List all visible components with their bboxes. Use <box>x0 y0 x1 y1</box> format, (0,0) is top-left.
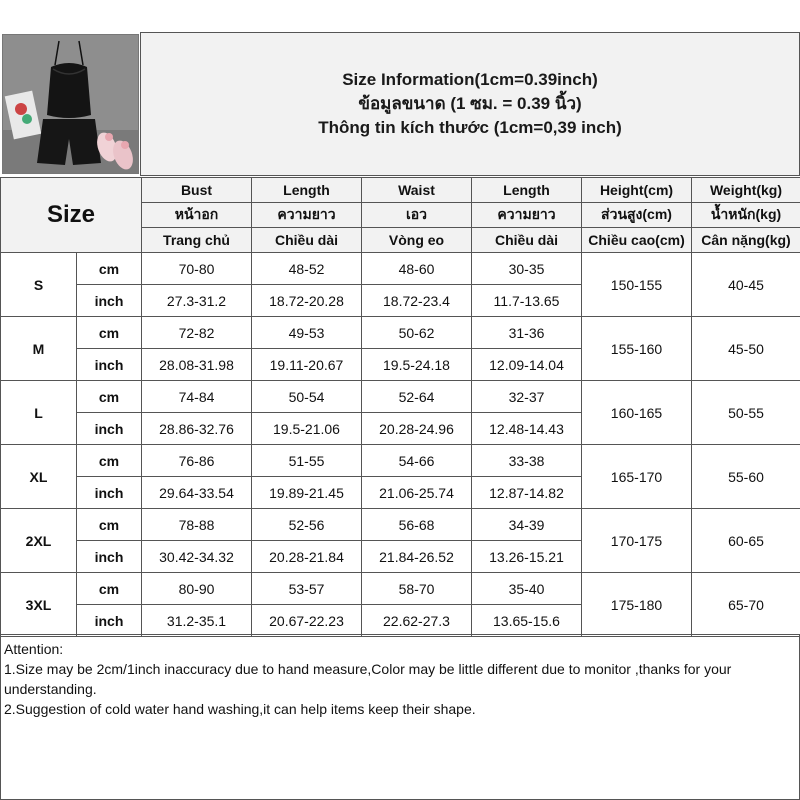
height-value: 150-155 <box>582 253 692 317</box>
bust-cm: 74-84 <box>142 381 252 413</box>
length-inch: 20.67-22.23 <box>252 605 362 637</box>
header-height-en: Height(cm) <box>582 178 692 203</box>
waist-inch: 21.06-25.74 <box>362 477 472 509</box>
unit-cm: cm <box>77 381 142 413</box>
header-waist-en: Waist <box>362 178 472 203</box>
length2-inch: 12.09-14.04 <box>472 349 582 381</box>
header-length2-th: ความยาว <box>472 203 582 228</box>
bust-inch: 28.86-32.76 <box>142 413 252 445</box>
length-inch: 19.89-21.45 <box>252 477 362 509</box>
table-row <box>1 381 800 413</box>
waist-cm: 50-62 <box>362 317 472 349</box>
size-label: XL <box>1 445 77 509</box>
table-row <box>1 253 800 285</box>
header-bust-th: หน้าอก <box>142 203 252 228</box>
length2-cm: 34-39 <box>472 509 582 541</box>
weight-value: 45-50 <box>692 317 800 381</box>
unit-inch: inch <box>77 477 142 509</box>
length-inch: 18.72-20.28 <box>252 285 362 317</box>
height-value: 155-160 <box>582 317 692 381</box>
waist-cm: 48-60 <box>362 253 472 285</box>
unit-cm: cm <box>77 317 142 349</box>
unit-inch: inch <box>77 349 142 381</box>
bust-inch: 27.3-31.2 <box>142 285 252 317</box>
table-row <box>1 317 800 349</box>
attention-note-2: 2.Suggestion of cold water hand washing,it can help items keep their shape. <box>4 701 476 717</box>
height-value: 165-170 <box>582 445 692 509</box>
length-cm: 53-57 <box>252 573 362 605</box>
waist-inch: 18.72-23.4 <box>362 285 472 317</box>
weight-value: 65-70 <box>692 573 800 637</box>
length2-cm: 30-35 <box>472 253 582 285</box>
waist-inch: 21.84-26.52 <box>362 541 472 573</box>
length2-inch: 13.65-15.6 <box>472 605 582 637</box>
bust-cm: 80-90 <box>142 573 252 605</box>
bust-inch: 28.08-31.98 <box>142 349 252 381</box>
header-length-th: ความยาว <box>252 203 362 228</box>
unit-cm: cm <box>77 573 142 605</box>
length2-cm: 35-40 <box>472 573 582 605</box>
size-table <box>0 177 800 637</box>
unit-cm: cm <box>77 445 142 477</box>
length-cm: 50-54 <box>252 381 362 413</box>
table-row <box>1 573 800 605</box>
weight-value: 50-55 <box>692 381 800 445</box>
bust-cm: 78-88 <box>142 509 252 541</box>
length2-cm: 32-37 <box>472 381 582 413</box>
title-vietnamese: Thông tin kích thước (1cm=0,39 inch) <box>318 118 622 137</box>
length-cm: 52-56 <box>252 509 362 541</box>
length2-cm: 31-36 <box>472 317 582 349</box>
header-waist-th: เอว <box>362 203 472 228</box>
attention-note-1: 1.Size may be 2cm/1inch inaccuracy due to hand measure,Color may be little different due to monitor ,thanks for your understanding. <box>4 661 732 697</box>
length-inch: 19.11-20.67 <box>252 349 362 381</box>
weight-value: 60-65 <box>692 509 800 573</box>
length2-inch: 13.26-15.21 <box>472 541 582 573</box>
waist-inch: 22.62-27.3 <box>362 605 472 637</box>
length-inch: 19.5-21.06 <box>252 413 362 445</box>
header-height-th: ส่วนสูง(cm) <box>582 203 692 228</box>
waist-inch: 20.28-24.96 <box>362 413 472 445</box>
weight-value: 40-45 <box>692 253 800 317</box>
bust-inch: 29.64-33.54 <box>142 477 252 509</box>
title-english: Size Information(1cm=0.39inch) <box>342 70 598 89</box>
size-label: 2XL <box>1 509 77 573</box>
header-height-vi: Chiều cao(cm) <box>582 228 692 253</box>
length2-inch: 12.48-14.43 <box>472 413 582 445</box>
bust-inch: 30.42-34.32 <box>142 541 252 573</box>
unit-inch: inch <box>77 413 142 445</box>
header-waist-vi: Vòng eo <box>362 228 472 253</box>
header-weight-th: น้ำหนัก(kg) <box>692 203 800 228</box>
length-inch: 20.28-21.84 <box>252 541 362 573</box>
length2-inch: 12.87-14.82 <box>472 477 582 509</box>
height-value: 170-175 <box>582 509 692 573</box>
unit-cm: cm <box>77 509 142 541</box>
size-label: M <box>1 317 77 381</box>
product-photo <box>2 34 139 174</box>
unit-inch: inch <box>77 285 142 317</box>
waist-cm: 56-68 <box>362 509 472 541</box>
unit-cm: cm <box>77 253 142 285</box>
product-photo-image <box>3 35 139 174</box>
size-label: 3XL <box>1 573 77 637</box>
size-label: S <box>1 253 77 317</box>
size-information-banner <box>140 32 800 176</box>
waist-cm: 58-70 <box>362 573 472 605</box>
bust-cm: 76-86 <box>142 445 252 477</box>
table-row <box>1 445 800 477</box>
table-row <box>1 509 800 541</box>
header-length-vi: Chiều dài <box>252 228 362 253</box>
header-length2-en: Length <box>472 178 582 203</box>
size-column-header: Size <box>1 178 142 253</box>
height-value: 175-180 <box>582 573 692 637</box>
header-bust-en: Bust <box>142 178 252 203</box>
height-value: 160-165 <box>582 381 692 445</box>
waist-cm: 52-64 <box>362 381 472 413</box>
unit-inch: inch <box>77 541 142 573</box>
waist-inch: 19.5-24.18 <box>362 349 472 381</box>
unit-inch: inch <box>77 605 142 637</box>
title-thai: ข้อมูลขนาด (1 ซม. = 0.39 นิ้ว) <box>358 94 582 113</box>
size-label: L <box>1 381 77 445</box>
length2-inch: 11.7-13.65 <box>472 285 582 317</box>
bust-inch: 31.2-35.1 <box>142 605 252 637</box>
waist-cm: 54-66 <box>362 445 472 477</box>
length2-cm: 33-38 <box>472 445 582 477</box>
attention-notes <box>0 634 800 800</box>
header-length2-vi: Chiều dài <box>472 228 582 253</box>
length-cm: 51-55 <box>252 445 362 477</box>
length-cm: 48-52 <box>252 253 362 285</box>
length-cm: 49-53 <box>252 317 362 349</box>
attention-title: Attention: <box>4 641 64 657</box>
weight-value: 55-60 <box>692 445 800 509</box>
bust-cm: 72-82 <box>142 317 252 349</box>
header-weight-en: Weight(kg) <box>692 178 800 203</box>
size-chart-header <box>0 32 800 176</box>
header-bust-vi: Trang chủ <box>142 228 252 253</box>
bust-cm: 70-80 <box>142 253 252 285</box>
header-length-en: Length <box>252 178 362 203</box>
header-weight-vi: Cân nặng(kg) <box>692 228 800 253</box>
size-table-body <box>1 253 800 637</box>
